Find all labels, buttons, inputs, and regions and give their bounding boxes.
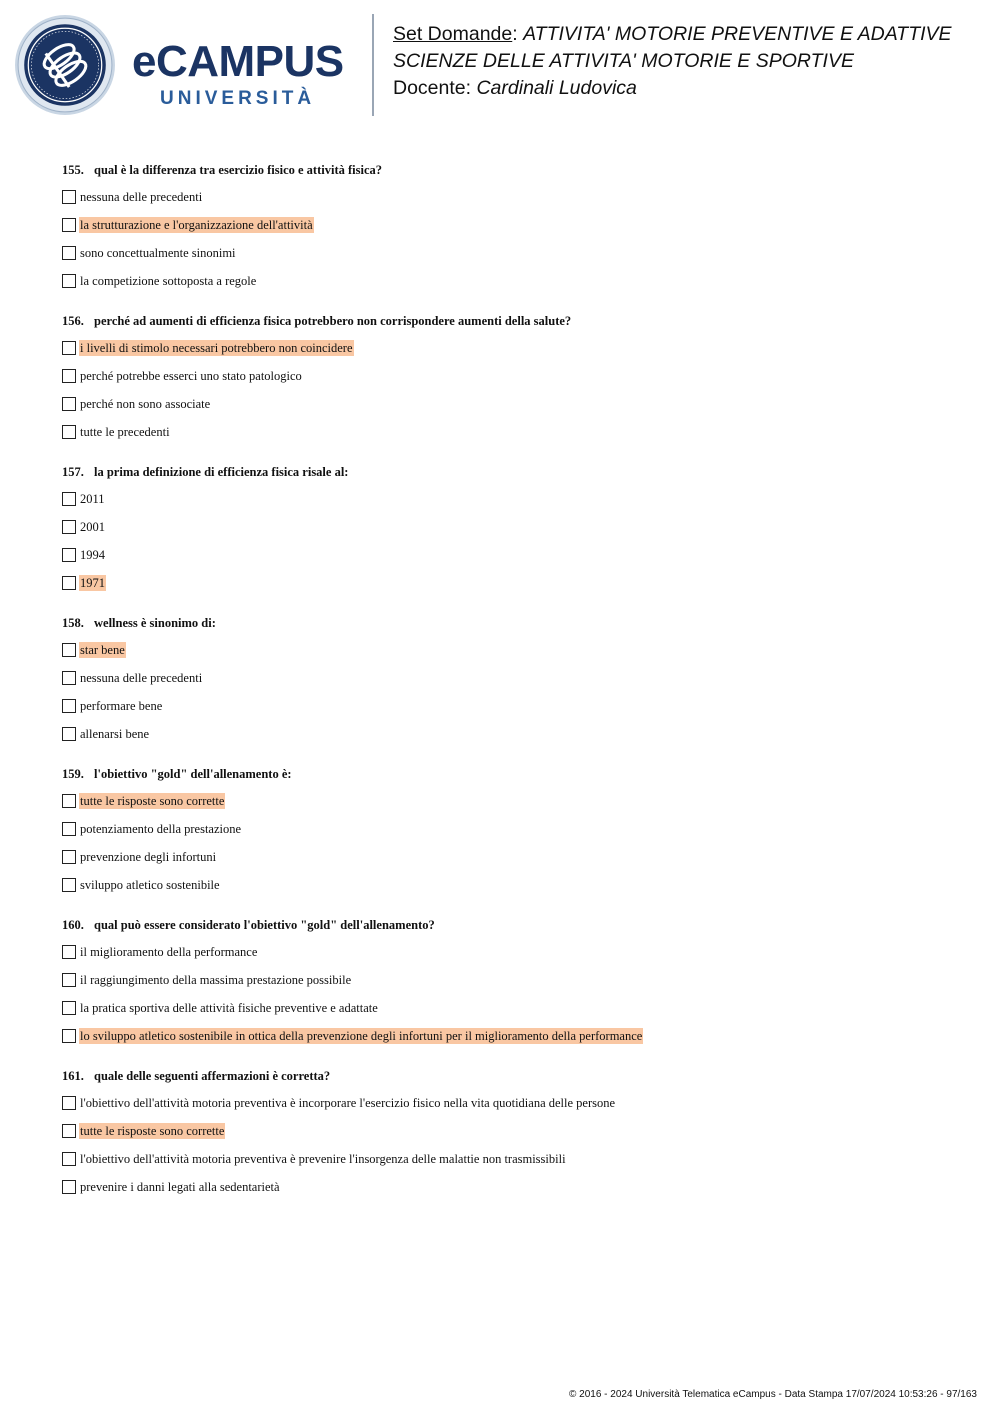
answer-checkbox[interactable] <box>62 794 76 808</box>
course-title: SCIENZE DELLE ATTIVITA' MOTORIE E SPORTIVE <box>393 50 854 72</box>
set-separator: : <box>512 23 524 45</box>
answer-option[interactable] <box>62 519 962 547</box>
answer-checkbox[interactable] <box>62 1001 76 1015</box>
answer-option[interactable] <box>62 877 962 905</box>
page-footer: © 2016 - 2024 Università Telematica eCampus - Data Stampa 17/07/2024 10:53:26 - 97/163 <box>569 1389 977 1400</box>
universita-text: UNIVERSITÀ <box>160 88 316 109</box>
answer-option[interactable] <box>62 1028 962 1056</box>
question-title <box>62 1068 962 1084</box>
answer-checkbox[interactable] <box>62 492 76 506</box>
question-157 <box>62 464 962 615</box>
question-title <box>62 917 962 933</box>
answer-option[interactable] <box>62 1123 962 1151</box>
answer-text: la pratica sportiva delle attività fisiche preventive e adattate <box>80 1001 378 1015</box>
question-list <box>62 162 962 1219</box>
answer-option[interactable] <box>62 1179 962 1207</box>
set-title-row <box>393 21 993 48</box>
answer-checkbox[interactable] <box>62 246 76 260</box>
answer-text: prevenzione degli infortuni <box>80 850 217 864</box>
ecampus-wordmark <box>132 37 362 110</box>
answer-option[interactable] <box>62 670 962 698</box>
question-number: 158. <box>62 616 84 630</box>
question-158 <box>62 615 962 766</box>
answer-checkbox[interactable] <box>62 822 76 836</box>
answer-option[interactable] <box>62 273 962 301</box>
answer-option[interactable] <box>62 849 962 877</box>
answer-text: lo sviluppo atletico sostenibile in ottica della prevenzione degli infortuni per il miglioramento della performance <box>80 1029 643 1043</box>
question-text: quale delle seguenti affermazioni è corretta? <box>94 1069 331 1083</box>
answer-option[interactable] <box>62 1151 962 1179</box>
question-text: qual può essere considerato l'obiettivo "gold" dell'allenamento? <box>94 918 435 932</box>
answer-text: il raggiungimento della massima prestazione possibile <box>80 973 352 987</box>
header-divider <box>372 14 374 116</box>
answer-option[interactable] <box>62 1000 962 1028</box>
answer-option[interactable] <box>62 245 962 273</box>
question-text: qual è la differenza tra esercizio fisico e attività fisica? <box>94 163 383 177</box>
answer-checkbox[interactable] <box>62 548 76 562</box>
answer-checkbox[interactable] <box>62 727 76 741</box>
answer-checkbox[interactable] <box>62 973 76 987</box>
answer-option[interactable] <box>62 821 962 849</box>
answer-text: il miglioramento della performance <box>80 945 258 959</box>
answer-checkbox[interactable] <box>62 643 76 657</box>
answer-text: tutte le risposte sono corrette <box>80 1124 225 1138</box>
answer-option[interactable] <box>62 340 962 368</box>
answer-text: nessuna delle precedenti <box>80 190 203 204</box>
university-seal-logo <box>14 14 116 116</box>
answer-checkbox[interactable] <box>62 699 76 713</box>
question-text: l'obiettivo "gold" dell'allenamento è: <box>94 767 292 781</box>
answer-checkbox[interactable] <box>62 1029 76 1043</box>
answer-option[interactable] <box>62 698 962 726</box>
answer-text: sono concettualmente sinonimi <box>80 246 236 260</box>
answer-checkbox[interactable] <box>62 1152 76 1166</box>
answer-text: la strutturazione e l'organizzazione dell'attività <box>80 218 313 232</box>
answer-option[interactable] <box>62 726 962 754</box>
answer-option[interactable] <box>62 368 962 396</box>
answer-checkbox[interactable] <box>62 425 76 439</box>
answer-text: la competizione sottoposta a regole <box>80 274 257 288</box>
question-number: 155. <box>62 163 84 177</box>
teacher-label: Docente: <box>393 77 477 99</box>
question-number: 159. <box>62 767 84 781</box>
answer-option[interactable] <box>62 396 962 424</box>
set-label: Set Domande <box>393 23 513 45</box>
answer-text: allenarsi bene <box>80 727 150 741</box>
answer-text: prevenire i danni legati alla sedentarietà <box>80 1180 280 1194</box>
answer-option[interactable] <box>62 575 962 603</box>
answer-checkbox[interactable] <box>62 369 76 383</box>
answer-checkbox[interactable] <box>62 190 76 204</box>
answer-option[interactable] <box>62 972 962 1000</box>
answer-text: 1971 <box>80 576 105 590</box>
answer-text: nessuna delle precedenti <box>80 671 203 685</box>
question-number: 160. <box>62 918 84 932</box>
answer-text: 2011 <box>80 492 105 506</box>
answer-text: 1994 <box>80 548 105 562</box>
question-number: 156. <box>62 314 84 328</box>
answer-option[interactable] <box>62 944 962 972</box>
answer-option[interactable] <box>62 1095 962 1123</box>
answer-option[interactable] <box>62 547 962 575</box>
answer-text: l'obiettivo dell'attività motoria preventiva è prevenire l'insorgenza delle malattie non trasmissibili <box>80 1152 566 1166</box>
answer-text: tutte le risposte sono corrette <box>80 794 225 808</box>
answer-text: performare bene <box>80 699 163 713</box>
question-title <box>62 464 962 480</box>
question-161 <box>62 1068 962 1219</box>
answer-option[interactable] <box>62 424 962 452</box>
answer-checkbox[interactable] <box>62 520 76 534</box>
ecampus-brand-text: eCAMPUS <box>132 37 344 86</box>
answer-checkbox[interactable] <box>62 218 76 232</box>
question-156 <box>62 313 962 464</box>
teacher-name: Cardinali Ludovica <box>476 77 637 99</box>
question-title <box>62 313 962 329</box>
question-title <box>62 766 962 782</box>
answer-option[interactable] <box>62 642 962 670</box>
answer-checkbox[interactable] <box>62 878 76 892</box>
answer-checkbox[interactable] <box>62 671 76 685</box>
answer-option[interactable] <box>62 491 962 519</box>
question-text: perché ad aumenti di efficienza fisica potrebbero non corrispondere aumenti della salute? <box>94 314 572 328</box>
set-title: ATTIVITA' MOTORIE PREVENTIVE E ADATTIVE <box>523 23 952 45</box>
page-header <box>0 0 1000 130</box>
question-text: la prima definizione di efficienza fisica risale al: <box>94 465 349 479</box>
answer-text: potenziamento della prestazione <box>80 822 242 836</box>
answer-text: i livelli di stimolo necessari potrebbero non coincidere <box>80 341 353 355</box>
answer-text: star bene <box>80 643 125 657</box>
question-155 <box>62 162 962 313</box>
answer-checkbox[interactable] <box>62 341 76 355</box>
answer-checkbox[interactable] <box>62 397 76 411</box>
answer-text: perché potrebbe esserci uno stato patologico <box>80 369 302 383</box>
question-number: 157. <box>62 465 84 479</box>
answer-text: tutte le precedenti <box>80 425 170 439</box>
answer-checkbox[interactable] <box>62 274 76 288</box>
answer-checkbox[interactable] <box>62 1180 76 1194</box>
question-number: 161. <box>62 1069 84 1083</box>
header-info <box>393 21 993 102</box>
answer-checkbox[interactable] <box>62 850 76 864</box>
question-160 <box>62 917 962 1068</box>
question-title <box>62 162 962 178</box>
answer-option[interactable] <box>62 217 962 245</box>
answer-checkbox[interactable] <box>62 1124 76 1138</box>
question-159 <box>62 766 962 917</box>
answer-checkbox[interactable] <box>62 576 76 590</box>
answer-text: 2001 <box>80 520 105 534</box>
answer-option[interactable] <box>62 793 962 821</box>
answer-text: l'obiettivo dell'attività motoria preventiva è incorporare l'esercizio fisico nella vita quotidiana delle persone <box>80 1096 616 1110</box>
answer-checkbox[interactable] <box>62 945 76 959</box>
question-text: wellness è sinonimo di: <box>94 616 216 630</box>
answer-option[interactable] <box>62 189 962 217</box>
answer-text: perché non sono associate <box>80 397 211 411</box>
teacher-row <box>393 75 993 102</box>
question-title <box>62 615 962 631</box>
answer-checkbox[interactable] <box>62 1096 76 1110</box>
answer-text: sviluppo atletico sostenibile <box>80 878 220 892</box>
